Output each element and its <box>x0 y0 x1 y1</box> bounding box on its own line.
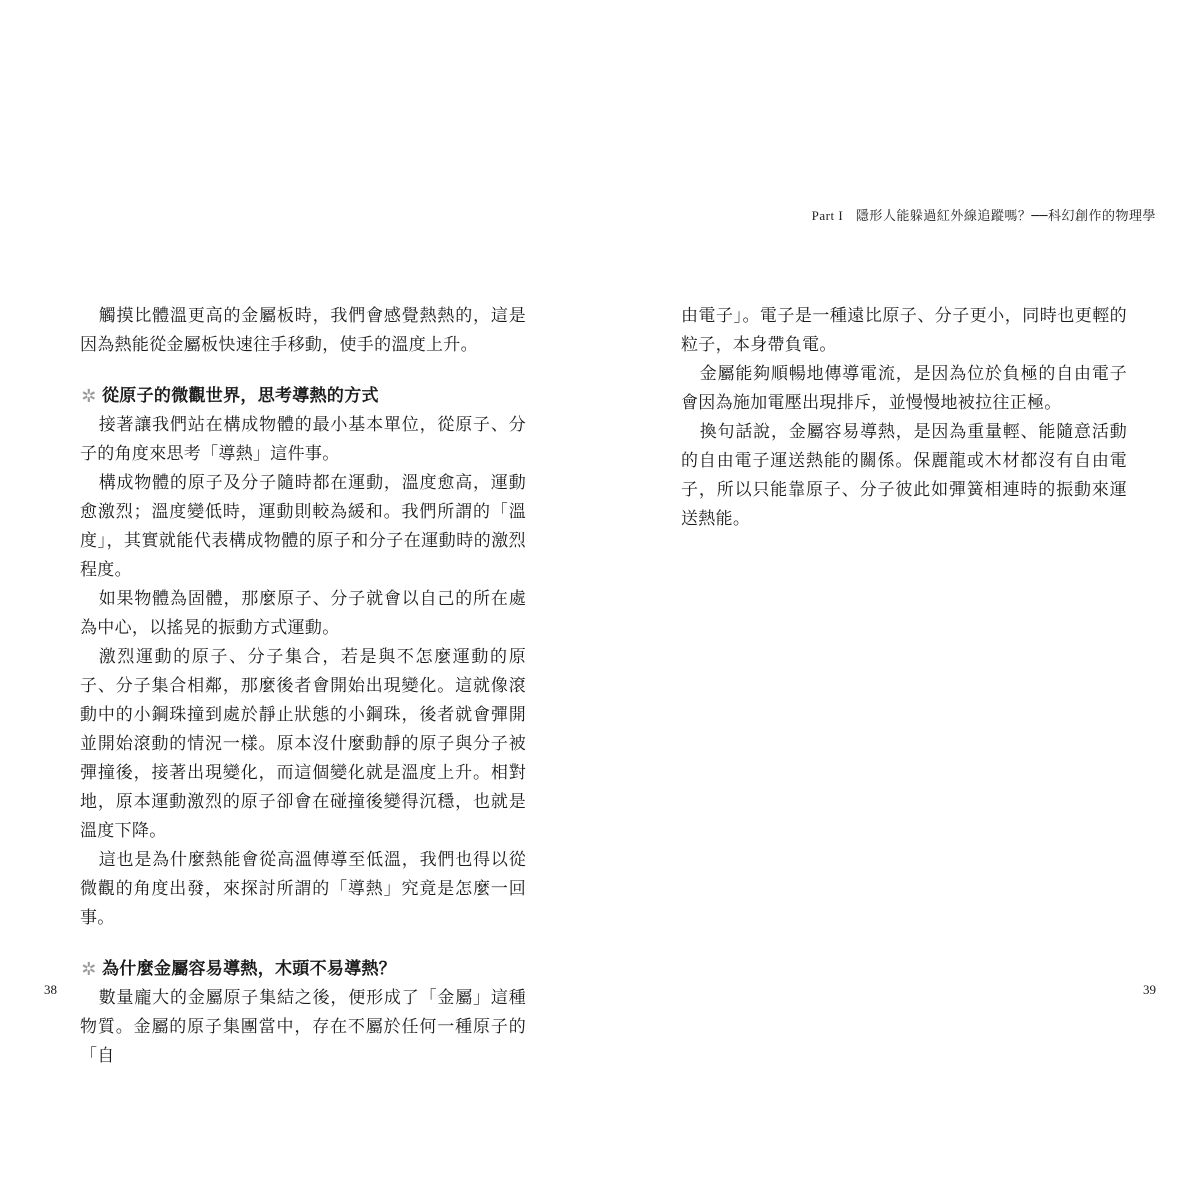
paragraph: 換句話說，金屬容易導熱，是因為重量輕、能隨意活動的自由電子運送熱能的關係。保麗龍或木材都沒有自由電子，所以只能靠原子、分子彼此如彈簧相連時的振動來運送熱能。 <box>681 422 1127 529</box>
paragraph: 數量龐大的金屬原子集結之後，便形成了「金屬」這種物質。金屬的原子集團當中，存在不屬於任何一種原子的「自 <box>80 988 526 1066</box>
paragraph: 金屬能夠順暢地傳導電流，是因為位於負極的自由電子會因為施加電壓出現排斥，並慢慢地被拉往正極。 <box>681 364 1127 413</box>
running-header <box>812 205 1156 224</box>
running-header-title: 隱形人能躲過紅外線追蹤嗎？──科幻創作的物理學 <box>855 209 1156 224</box>
paragraph: 激烈運動的原子、分子集合，若是與不怎麼運動的原子、分子集合相鄰，那麼後者會開始出現變化。這就像滾動中的小鋼珠撞到處於靜止狀態的小鋼珠，後者就會彈開並開始滾動的情況一樣。原本沒什麼動靜的原子與分子被彈撞後，接著出現變化，而這個變化就是溫度上升。相對地，原本運動激烈的原子卻會在碰撞後變得沉穩，也就是溫度下降。 <box>80 647 526 841</box>
paragraph: 接著讓我們站在構成物體的最小基本單位，從原子、分子的角度來思考「導熱」這件事。 <box>80 415 526 464</box>
continuation-paragraph: 由電子」。電子是一種遠比原子、分子更小，同時也更輕的粒子，本身帶負電。 <box>681 306 1127 355</box>
page-number-right: 39 <box>1143 982 1156 997</box>
right-page-body <box>681 302 1127 534</box>
paragraph: 構成物體的原子及分子隨時都在運動，溫度愈高，運動愈激烈；溫度變低時，運動則較為緩和。我們所謂的「溫度」，其實就能代表構成物體的原子和分子在運動時的激烈程度。 <box>80 473 526 580</box>
page-number-left: 38 <box>44 982 57 997</box>
section-heading-1-text: 從原子的微觀世界，思考導熱的方式 <box>102 386 379 406</box>
gear-icon: ✲ <box>81 958 97 980</box>
left-page-body <box>80 302 526 1071</box>
intro-paragraph: 觸摸比體溫更高的金屬板時，我們會感覺熱熱的，這是因為熱能從金屬板快速往手移動，使手的溫度上升。 <box>80 306 526 355</box>
paragraph: 如果物體為固體，那麼原子、分子就會以自己的所在處為中心，以搖晃的振動方式運動。 <box>80 589 526 638</box>
running-header-part: Part I <box>811 208 844 223</box>
paragraph: 這也是為什麼熱能會從高溫傳導至低溫，我們也得以從微觀的角度出發，來探討所謂的「導熱」究竟是怎麼一回事。 <box>80 850 526 928</box>
section-heading-2 <box>80 955 526 984</box>
gear-icon: ✲ <box>81 385 97 407</box>
section-heading-2-text: 為什麼金屬容易導熱，木頭不易導熱？ <box>102 959 397 979</box>
section-heading-1 <box>80 382 526 411</box>
